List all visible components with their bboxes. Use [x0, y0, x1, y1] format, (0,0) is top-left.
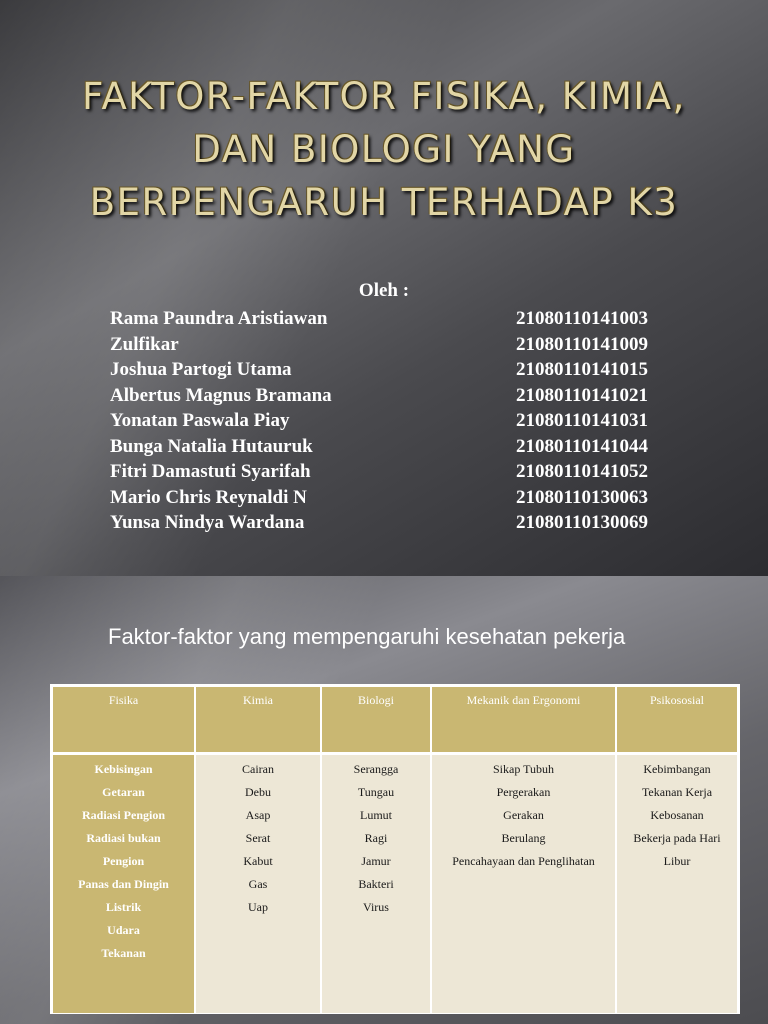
table-row: [52, 754, 738, 1014]
header-biologi: Biologi: [321, 686, 431, 754]
list-item: Kebisingan: [94, 762, 153, 776]
list-item: Udara: [107, 923, 140, 937]
list-item: Asap: [245, 808, 271, 822]
list-item: Virus: [363, 900, 389, 914]
list-item: Libur: [663, 854, 691, 868]
member-name: Bunga Natalia Hutauruk: [110, 435, 313, 457]
list-item: Radiasi bukan: [86, 831, 161, 845]
header-kimia: Kimia: [195, 686, 321, 754]
member-row: [110, 485, 670, 511]
list-item: Berulang: [501, 831, 546, 845]
member-nim: 21080110130069: [516, 512, 648, 533]
member-name: Yonatan Paswala Piay: [110, 410, 290, 431]
list-item: Tekanan: [101, 946, 146, 960]
list-item: Tungau: [357, 785, 395, 799]
mekanik-ergonomi-cell: [431, 754, 616, 1014]
member-row: [110, 357, 670, 383]
member-name: Rama Paundra Aristiawan: [110, 308, 328, 329]
list-item: Listrik: [105, 900, 142, 914]
table-header-row: [52, 686, 738, 754]
factors-table: [50, 684, 740, 1014]
member-row: [110, 332, 670, 358]
kimia-cell: [195, 754, 321, 1014]
member-nim: 21080110141052: [516, 461, 648, 482]
header-fisika: Fisika: [52, 686, 195, 754]
member-nim: 21080110141031: [516, 410, 648, 431]
list-item: Kebimbangan: [643, 762, 711, 776]
list-item: Cairan: [242, 762, 274, 776]
list-item: Serat: [245, 831, 271, 845]
list-item: Bekerja pada Hari: [633, 831, 721, 845]
list-item: Tekanan Kerja: [641, 785, 713, 799]
psikososial-cell: [616, 754, 738, 1014]
member-name: Joshua Partogi Utama: [110, 359, 292, 380]
list-item: Lumut: [360, 808, 392, 822]
member-name: Zulfikar: [110, 333, 179, 355]
member-row: [110, 510, 670, 536]
member-name: Albertus Magnus Bramana: [110, 384, 332, 406]
list-item: Pergerakan: [496, 785, 551, 799]
list-item: Debu: [245, 785, 271, 799]
member-name: Yunsa Nindya Wardana: [110, 512, 305, 533]
fisika-cell: [52, 754, 195, 1014]
list-item: Pencahayaan dan Penglihatan: [452, 854, 595, 868]
list-item: Radiasi Pengion: [81, 808, 165, 822]
member-name: Fitri Damastuti Syarifah: [110, 461, 311, 482]
list-item: Pengion: [102, 854, 145, 868]
list-item: Getaran: [102, 785, 145, 799]
member-row: [110, 459, 670, 485]
slide-subtitle: Faktor-faktor yang mempengaruhi kesehatan pekerja: [108, 624, 626, 649]
header-mekanik-ergonomi: Mekanik dan Ergonomi: [431, 686, 616, 754]
member-nim: 21080110141015: [516, 359, 648, 380]
biologi-cell: [321, 754, 431, 1014]
list-item: Bakteri: [358, 877, 394, 891]
member-nim: 21080110141021: [516, 384, 648, 406]
list-item: Sikap Tubuh: [492, 762, 555, 776]
member-nim: 21080110141003: [516, 308, 648, 329]
content-slide: [0, 576, 768, 1024]
member-nim: 21080110130063: [516, 486, 648, 508]
member-name: Mario Chris Reynaldi N: [110, 486, 307, 508]
member-row: [110, 408, 670, 434]
header-psikososial: Psikososial: [616, 686, 738, 754]
list-item: Uap: [248, 900, 268, 914]
member-row: [110, 383, 670, 409]
list-item: Kebosanan: [650, 808, 704, 822]
list-item: Serangga: [353, 762, 399, 776]
list-item: Panas dan Dingin: [78, 877, 169, 891]
member-list: [110, 306, 670, 536]
member-row: [110, 306, 670, 332]
list-item: Gerakan: [503, 808, 544, 822]
list-item: Ragi: [364, 831, 388, 845]
member-nim: 21080110141044: [516, 435, 648, 457]
member-nim: 21080110141009: [516, 333, 648, 355]
list-item: Gas: [248, 877, 268, 891]
list-item: Kabut: [243, 854, 273, 868]
oleh-label: Oleh :: [358, 280, 410, 301]
slide-title: FAKTOR-FAKTOR FISIKA, KIMIA, DAN BIOLOGI YANG BERPENGARUH TERHADAP K3: [82, 75, 686, 224]
list-item: Jamur: [361, 854, 391, 868]
member-row: [110, 434, 670, 460]
